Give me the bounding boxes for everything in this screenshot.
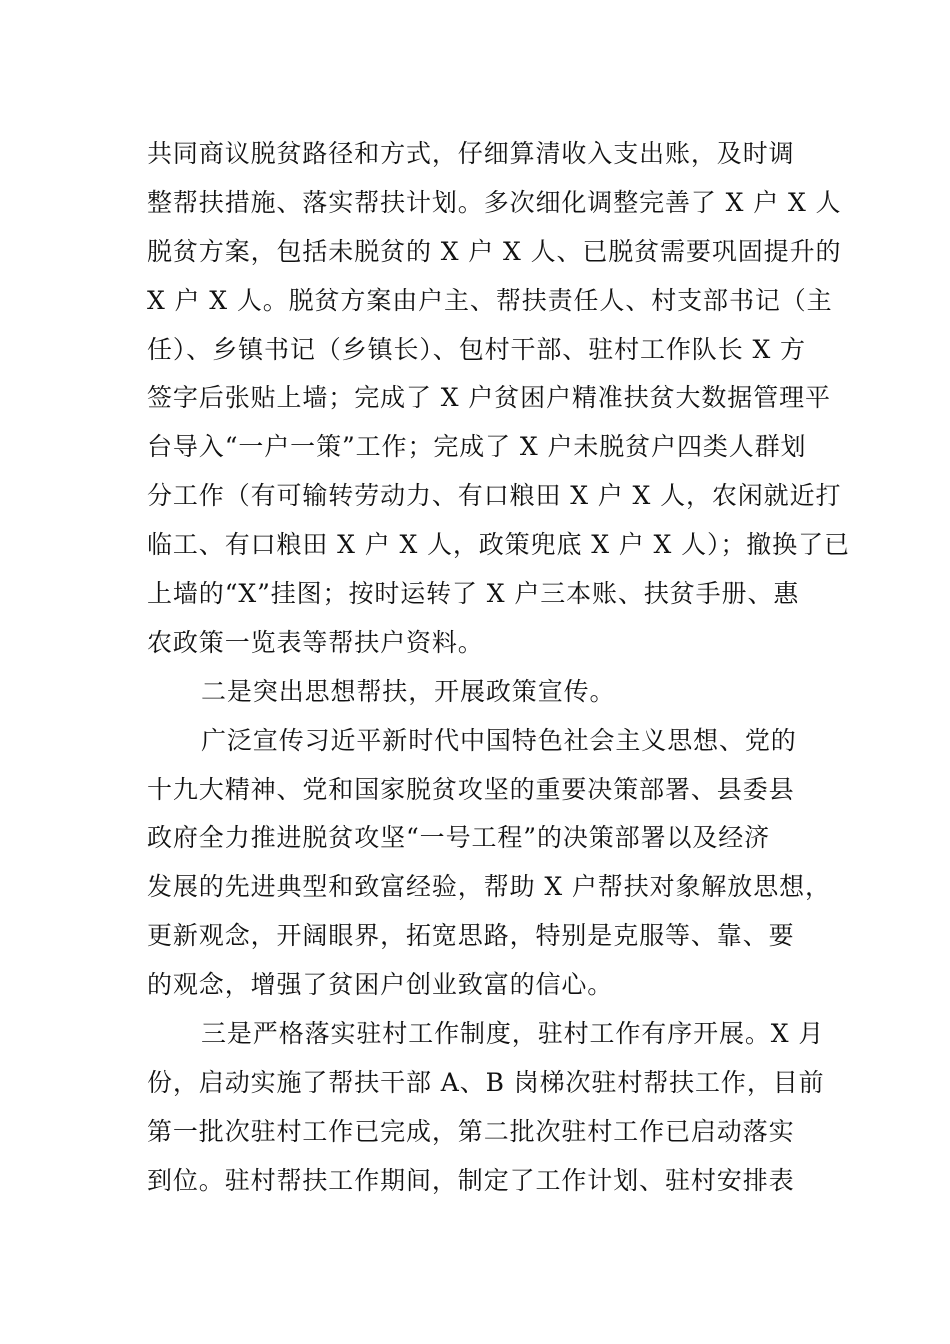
text-line: 分工作（有可输转劳动力、有口粮田 X 户 X 人，农闲就近打	[147, 481, 842, 511]
text-line: 共同商议脱贫路径和方式，仔细算清收入支出账，及时调	[147, 139, 795, 168]
text-line: 农政策一览表等帮扶户资料。	[147, 627, 484, 657]
text-line: 脱贫方案，包括未脱贫的 X 户 X 人、已脱贫需要巩固提升的	[147, 236, 842, 266]
text-line: 任）、乡镇书记（乡镇长）、包村干部、驻村工作队长 X 方	[147, 334, 806, 364]
section-heading: 三是严格落实驻村工作制度，驻村工作有序开展。X 月	[201, 1019, 825, 1049]
text-line: 更新观念，开阔眼界，拓宽思路，特别是克服等、靠、要	[147, 921, 795, 951]
section-heading: 二是突出思想帮扶，开展政策宣传。	[201, 676, 616, 706]
text-line: 整帮扶措施、落实帮扶计划。多次细化调整完善了 X 户 X 人	[147, 187, 842, 217]
text-line: 签字后张贴上墙；完成了 X 户贫困户精准扶贫大数据管理平	[147, 383, 831, 413]
text-line: X 户 X 人。脱贫方案由户主、帮扶责任人、村支部书记（主	[147, 285, 833, 315]
text-line: 台导入“一户一策”工作；完成了 X 户未脱贫户四类人群划	[147, 432, 807, 462]
text-line: 临工、有口粮田 X 户 X 人，政策兜底 X 户 X 人）；撤换了已	[147, 530, 850, 560]
body-text	[147, 130, 850, 1206]
text-line: 到位。驻村帮扶工作期间，制定了工作计划、驻村安排表	[147, 1165, 795, 1195]
text-line: 政府全力推进脱贫攻坚“一号工程”的决策部署以及经济	[147, 823, 771, 853]
text-line: 份，启动实施了帮扶干部 A、B 岗梯次驻村帮扶工作，目前	[147, 1067, 825, 1097]
text-line: 发展的先进典型和致富经验，帮助 X 户帮扶对象解放思想，	[147, 872, 831, 902]
text-line: 的观念，增强了贫困户创业致富的信心。	[147, 970, 614, 1000]
text-line: 十九大精神、党和国家脱贫攻坚的重要决策部署、县委县	[147, 774, 795, 804]
text-line: 第一批次驻村工作已完成，第二批次驻村工作已启动落实	[147, 1116, 795, 1146]
text-line: 广泛宣传习近平新时代中国特色社会主义思想、党的	[201, 725, 797, 755]
text-line: 上墙的“X”挂图；按时运转了 X 户三本账、扶贫手册、惠	[147, 579, 800, 609]
